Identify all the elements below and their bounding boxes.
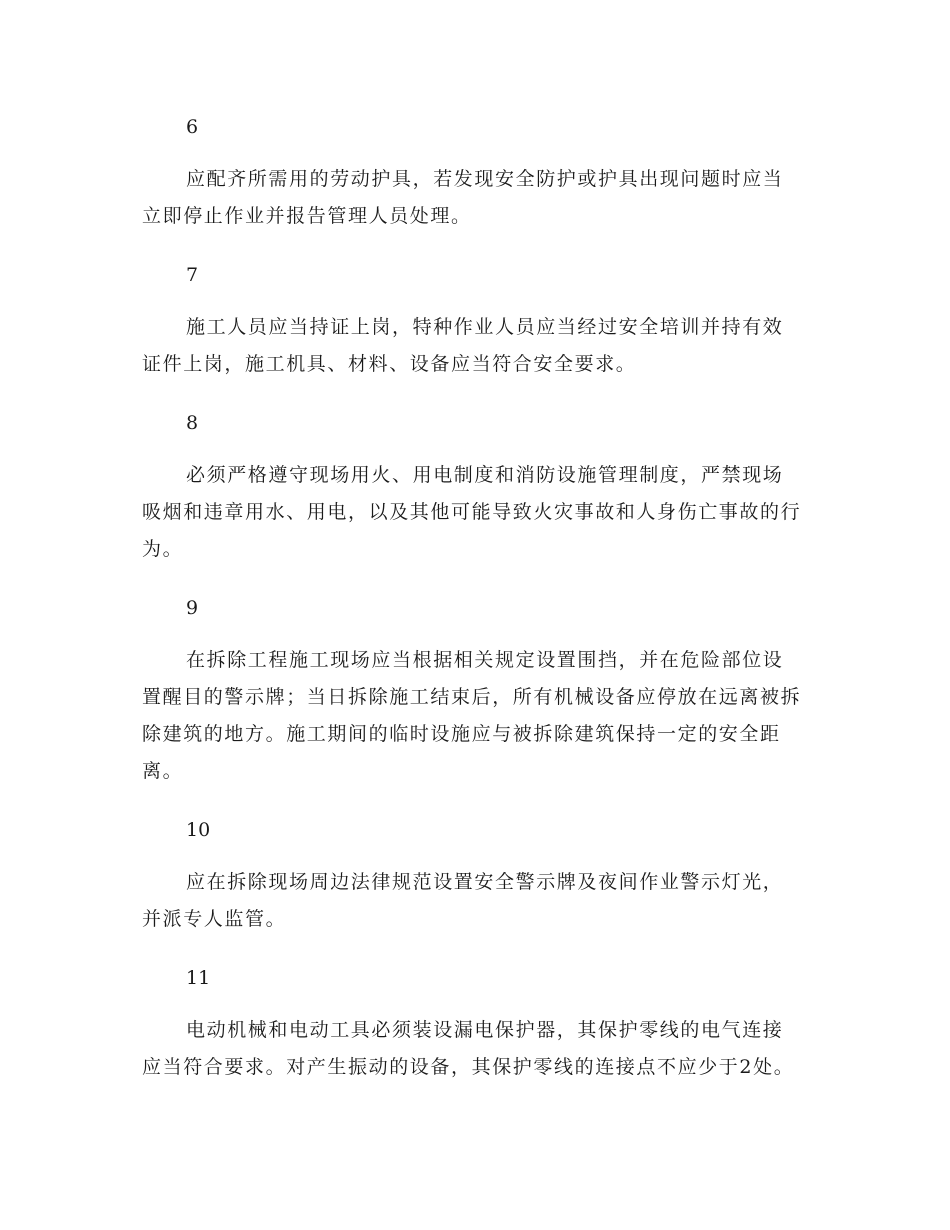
clause-text: 在拆除工程施工现场应当根据相关规定设置围挡，并在危险部位设置醒目的警示牌；当日拆除施工结束后，所有机械设备应停放在远离被拆除建筑的地方。施工期间的临时设施应与被拆除建筑保持一定的安全距离。 — [142, 649, 802, 782]
clause-text: 必须严格遵守现场用火、用电制度和消防设施管理制度，严禁现场吸烟和违章用水、用电，以及其他可能导致火灾事故和人身伤亡事故的行为。 — [142, 464, 802, 560]
document-body — [142, 107, 802, 1106]
clause-number: 8 — [186, 412, 199, 434]
clause-text: 电动机械和电动工具必须装设漏电保护器，其保护零线的电气连接应当符合要求。对产生振动的设备，其保护零线的连接点不应少于2处。 — [142, 1019, 795, 1078]
clause-number: 11 — [186, 967, 211, 989]
clause-number: 10 — [186, 819, 211, 841]
clause-6 — [142, 107, 802, 235]
clause-text: 应配齐所需用的劳动护具，若发现安全防护或护具出现问题时应当立即停止作业并报告管理人员处理。 — [142, 168, 784, 227]
clause-text: 应在拆除现场周边法律规范设置安全警示牌及夜间作业警示灯光，并派专人监管。 — [142, 871, 784, 930]
clause-10 — [142, 810, 802, 938]
clause-11 — [142, 958, 802, 1086]
clause-number: 9 — [186, 597, 199, 619]
clause-text: 施工人员应当持证上岗，特种作业人员应当经过安全培训并持有效证件上岗，施工机具、材料、设备应当符合安全要求。 — [142, 316, 784, 375]
clause-7 — [142, 255, 802, 383]
clause-8 — [142, 403, 802, 568]
clause-number: 6 — [186, 116, 199, 138]
clause-9 — [142, 588, 802, 790]
clause-number: 7 — [186, 264, 199, 286]
